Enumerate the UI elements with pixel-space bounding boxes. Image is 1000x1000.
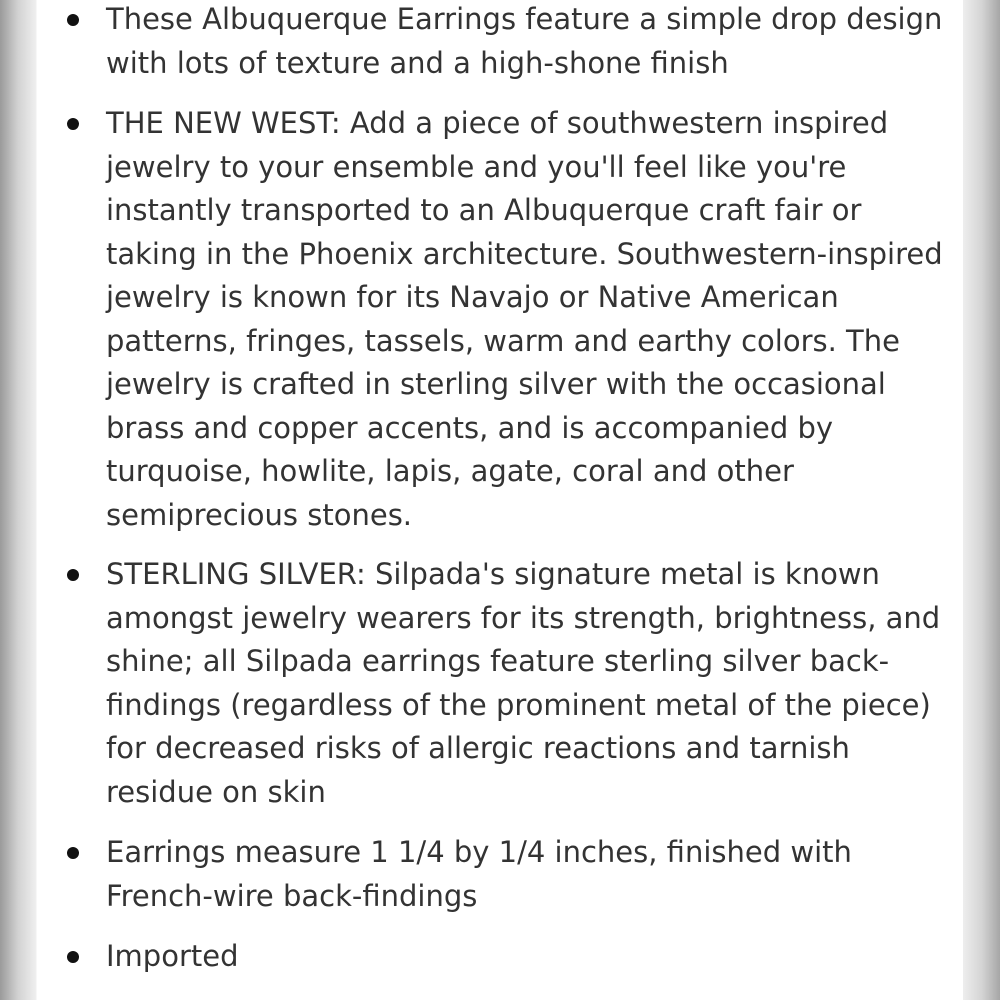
bullet-dot-icon <box>67 847 79 859</box>
bullet-text-line: shine; all Silpada earrings feature sterling silver back- <box>106 644 890 678</box>
bullet-item-imported <box>37 935 239 979</box>
bullet-item-drop-design <box>37 0 942 85</box>
product-description-page <box>37 0 963 1000</box>
bullet-text-line: These Albuquerque Earrings feature a simple drop design <box>106 2 943 36</box>
bullet-text-line: findings (regardless of the prominent metal of the piece) <box>106 687 931 722</box>
bullet-dot-icon <box>67 14 79 26</box>
bullet-text-line: jewelry is known for its Navajo or Native American <box>106 280 839 314</box>
bullet-text-line: Earrings measure 1 1/4 by 1/4 inches, finished with <box>106 835 852 869</box>
bullet-text-line: residue on skin <box>106 774 326 809</box>
bullet-text-line: THE NEW WEST: Add a piece of southwestern inspired <box>106 106 889 140</box>
bullet-text-line: semiprecious stones. <box>106 497 413 532</box>
bullet-text-line: French-wire back-findings <box>106 878 478 913</box>
bullet-item-sterling-silver <box>37 553 940 814</box>
bullet-text-line: with lots of texture and a high-shone finish <box>106 45 729 80</box>
bullet-item-new-west <box>37 102 943 537</box>
bullet-text-line: for decreased risks of allergic reactions and tarnish <box>106 731 850 765</box>
bullet-dot-icon <box>67 118 79 130</box>
bullet-text-line: patterns, fringes, tassels, warm and earthy colors. The <box>106 323 900 358</box>
bullet-text-line: turquoise, howlite, lapis, agate, coral and other <box>106 454 794 488</box>
bullet-item-measurements <box>37 831 852 918</box>
bullet-text-line: instantly transported to an Albuquerque craft fair or <box>106 193 862 227</box>
bullet-dot-icon <box>67 951 79 963</box>
bullet-text-line: taking in the Phoenix architecture. Southwestern-inspired <box>106 236 943 271</box>
bullet-text-line: STERLING SILVER: Silpada's signature metal is known <box>106 557 880 591</box>
bullet-dot-icon <box>67 569 79 581</box>
bullet-text-line: jewelry is crafted in sterling silver with the occasional <box>106 367 886 401</box>
bullet-text-line: amongst jewelry wearers for its strength, brightness, and <box>106 600 941 635</box>
bullet-text-line: jewelry to your ensemble and you'll feel like you're <box>106 149 847 184</box>
bullet-text-line: brass and copper accents, and is accompanied by <box>106 410 834 445</box>
bullet-text-line: Imported <box>106 939 239 973</box>
